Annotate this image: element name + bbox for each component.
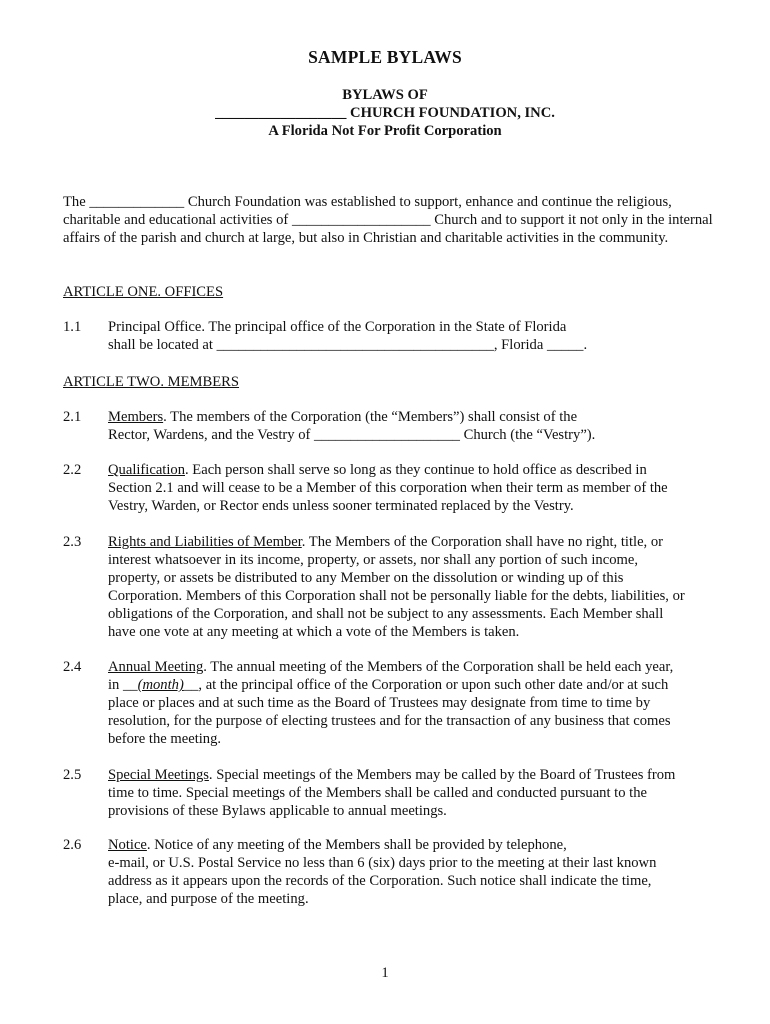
section-number: 2.6 bbox=[63, 837, 82, 853]
section-line: interest whatsoever in its income, property, or assets, nor shall any portion of such income, bbox=[108, 552, 638, 568]
section-lead-term: Members bbox=[108, 409, 164, 425]
section-number: 2.5 bbox=[63, 767, 82, 783]
section-body bbox=[108, 766, 723, 820]
section-line: obligations of the Corporation, and shall not be subject to any assessments. Each Member shall bbox=[108, 606, 664, 622]
section-line: have one vote at any meeting at which a vote of the Members is taken. bbox=[108, 624, 520, 640]
article-two-heading: ARTICLE TWO. MEMBERS bbox=[63, 374, 240, 390]
foundation-name-heading: __________________ CHURCH FOUNDATION, INC. bbox=[215, 105, 555, 121]
section-line: property, or assets be distributed to any Member on the dissolution or winding up of this bbox=[108, 570, 624, 586]
section-line: place or places and at such time as the Board of Trustees may designate from time to time by bbox=[108, 695, 651, 711]
intro-paragraph: The _____________ Church Foundation was established to support, enhance and continue the religious, charitable and educational activities of ___________________ Church and to support it not only in the internal affairs of the parish and church at large, but also in Christian and charitable activities in the community. bbox=[63, 194, 713, 246]
section-line: e-mail, or U.S. Postal Service no less than 6 (six) days prior to the meeting at their last known bbox=[108, 855, 657, 871]
section-body bbox=[108, 658, 723, 748]
section-number: 2.4 bbox=[63, 659, 82, 675]
section-number: 2.3 bbox=[63, 534, 82, 550]
section-line: Rector, Wardens, and the Vestry of ____________________ Church (the “Vestry”). bbox=[108, 427, 596, 443]
section-lead-term: Rights and Liabilities of Member bbox=[108, 534, 302, 550]
section-line: resolution, for the purpose of electing trustees and for the transaction of any business that comes bbox=[108, 713, 671, 729]
section-lead-term: Special Meetings bbox=[108, 767, 209, 783]
section-line: Principal Office. The principal office of the Corporation in the State of Florida bbox=[108, 319, 567, 335]
section-lead-term: Qualification bbox=[108, 462, 185, 478]
corporation-type-heading: A Florida Not For Profit Corporation bbox=[268, 123, 502, 139]
section-body bbox=[108, 836, 723, 908]
section-lead-term: Annual Meeting bbox=[108, 659, 204, 675]
section-line: Special Meetings. Special meetings of the Members may be called by the Board of Trustees from bbox=[108, 767, 676, 783]
section-line: Corporation. Members of this Corporation shall not be personally liable for the debts, liabilities, or bbox=[108, 588, 685, 604]
section-number: 1.1 bbox=[63, 319, 82, 335]
section-line: address as it appears upon the records of the Corporation. Such notice shall indicate the time, bbox=[108, 873, 652, 889]
section-line: in __(month)__, at the principal office of the Corporation or upon such other date and/or at such bbox=[108, 677, 669, 693]
section-body bbox=[108, 408, 723, 444]
section-number: 2.2 bbox=[63, 462, 82, 478]
document-title: SAMPLE BYLAWS bbox=[308, 47, 462, 67]
section-line: Vestry, Warden, or Rector ends unless sooner terminated replaced by the Vestry. bbox=[108, 498, 574, 514]
section-line: before the meeting. bbox=[108, 731, 222, 747]
section-line: provisions of these Bylaws applicable to annual meetings. bbox=[108, 803, 447, 819]
section-body bbox=[108, 533, 723, 641]
section-line: Annual Meeting. The annual meeting of the Members of the Corporation shall be held each year, bbox=[108, 659, 674, 675]
section-line: shall be located at ______________________________________, Florida _____. bbox=[108, 337, 588, 353]
bylaws-of-heading: BYLAWS OF bbox=[342, 87, 428, 103]
month-placeholder: (month) bbox=[137, 677, 184, 693]
page-number: 1 bbox=[381, 965, 389, 981]
section-line: place, and purpose of the meeting. bbox=[108, 891, 309, 907]
article-one-heading: ARTICLE ONE. OFFICES bbox=[63, 284, 224, 300]
section-lead-term: Notice bbox=[108, 837, 147, 853]
section-number: 2.1 bbox=[63, 409, 82, 425]
section-body bbox=[108, 461, 723, 515]
section-line: Section 2.1 and will cease to be a Member of this corporation when their term as member of the bbox=[108, 480, 668, 496]
section-line: Rights and Liabilities of Member. The Members of the Corporation shall have no right, title, or bbox=[108, 534, 664, 550]
section-body bbox=[108, 318, 723, 354]
section-line: Notice. Notice of any meeting of the Members shall be provided by telephone, bbox=[108, 837, 567, 853]
section-line: Members. The members of the Corporation (the “Members”) shall consist of the bbox=[108, 409, 578, 425]
section-line: time to time. Special meetings of the Members shall be called and conducted pursuant to the bbox=[108, 785, 648, 801]
section-line: Qualification. Each person shall serve so long as they continue to hold office as described in bbox=[108, 462, 647, 478]
